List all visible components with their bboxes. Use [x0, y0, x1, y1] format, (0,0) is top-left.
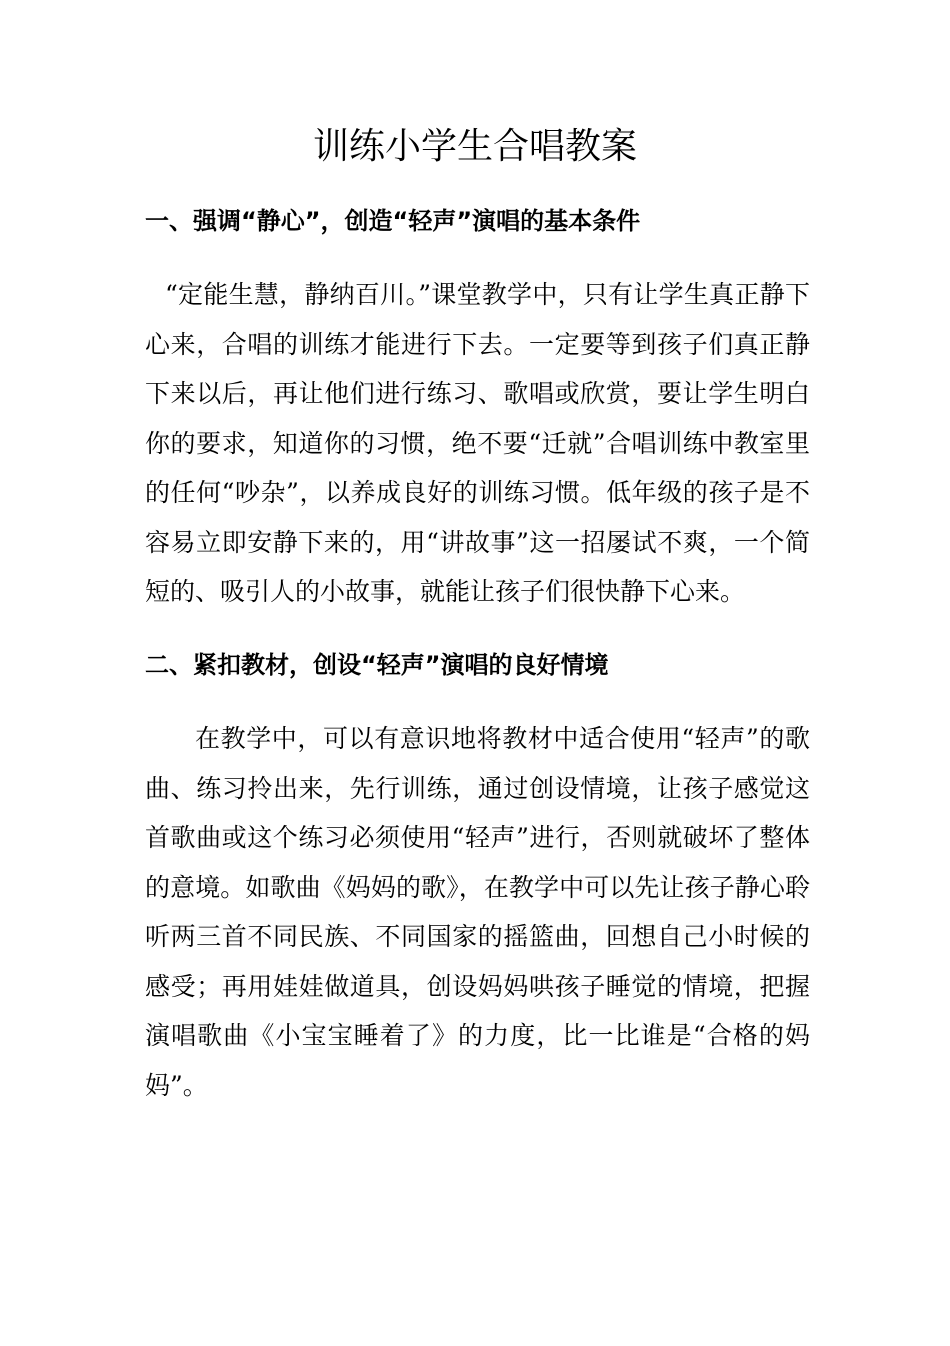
- section-paragraph-1: “定能生慧，静纳百川。”课堂教学中，只有让学生真正静下心来，合唱的训练才能进行下去。一定要等到孩子们真正静下来以后，再让他们进行练习、歌唱或欣赏，要让学生明白你的要求，知道你的习惯，绝不要“迁就”合唱训练中教室里的任何“吵杂”，以养成良好的训练习惯。低年级的孩子是不容易立即安静下来的，用“讲故事”这一招屡试不爽，一个简短的、吸引人的小故事，就能让孩子们很快静下心来。: [145, 280, 810, 606]
- document-title: 训练小学生合唱教案: [312, 126, 637, 167]
- section-paragraph-2: 在教学中，可以有意识地将教材中适合使用“轻声”的歌曲、练习拎出来，先行训练，通过创设情境，让孩子感觉这首歌曲或这个练习必须使用“轻声”进行，否则就破坏了整体的意境。如歌曲《妈妈的歌》，在教学中可以先让孩子静心聆听两三首不同民族、不同国家的摇篮曲，回想自己小时候的感受；再用娃娃做道具，创设妈妈哄孩子睡觉的情境，把握演唱歌曲《小宝宝睡着了》的力度，比一比谁是“合格的妈妈”。: [145, 724, 810, 1100]
- section-heading-1: 一、强调“静心”，创造“轻声”演唱的基本条件: [145, 207, 641, 235]
- section-heading-2: 二、紧扣教材，创设“轻声”演唱的良好情境: [145, 651, 609, 679]
